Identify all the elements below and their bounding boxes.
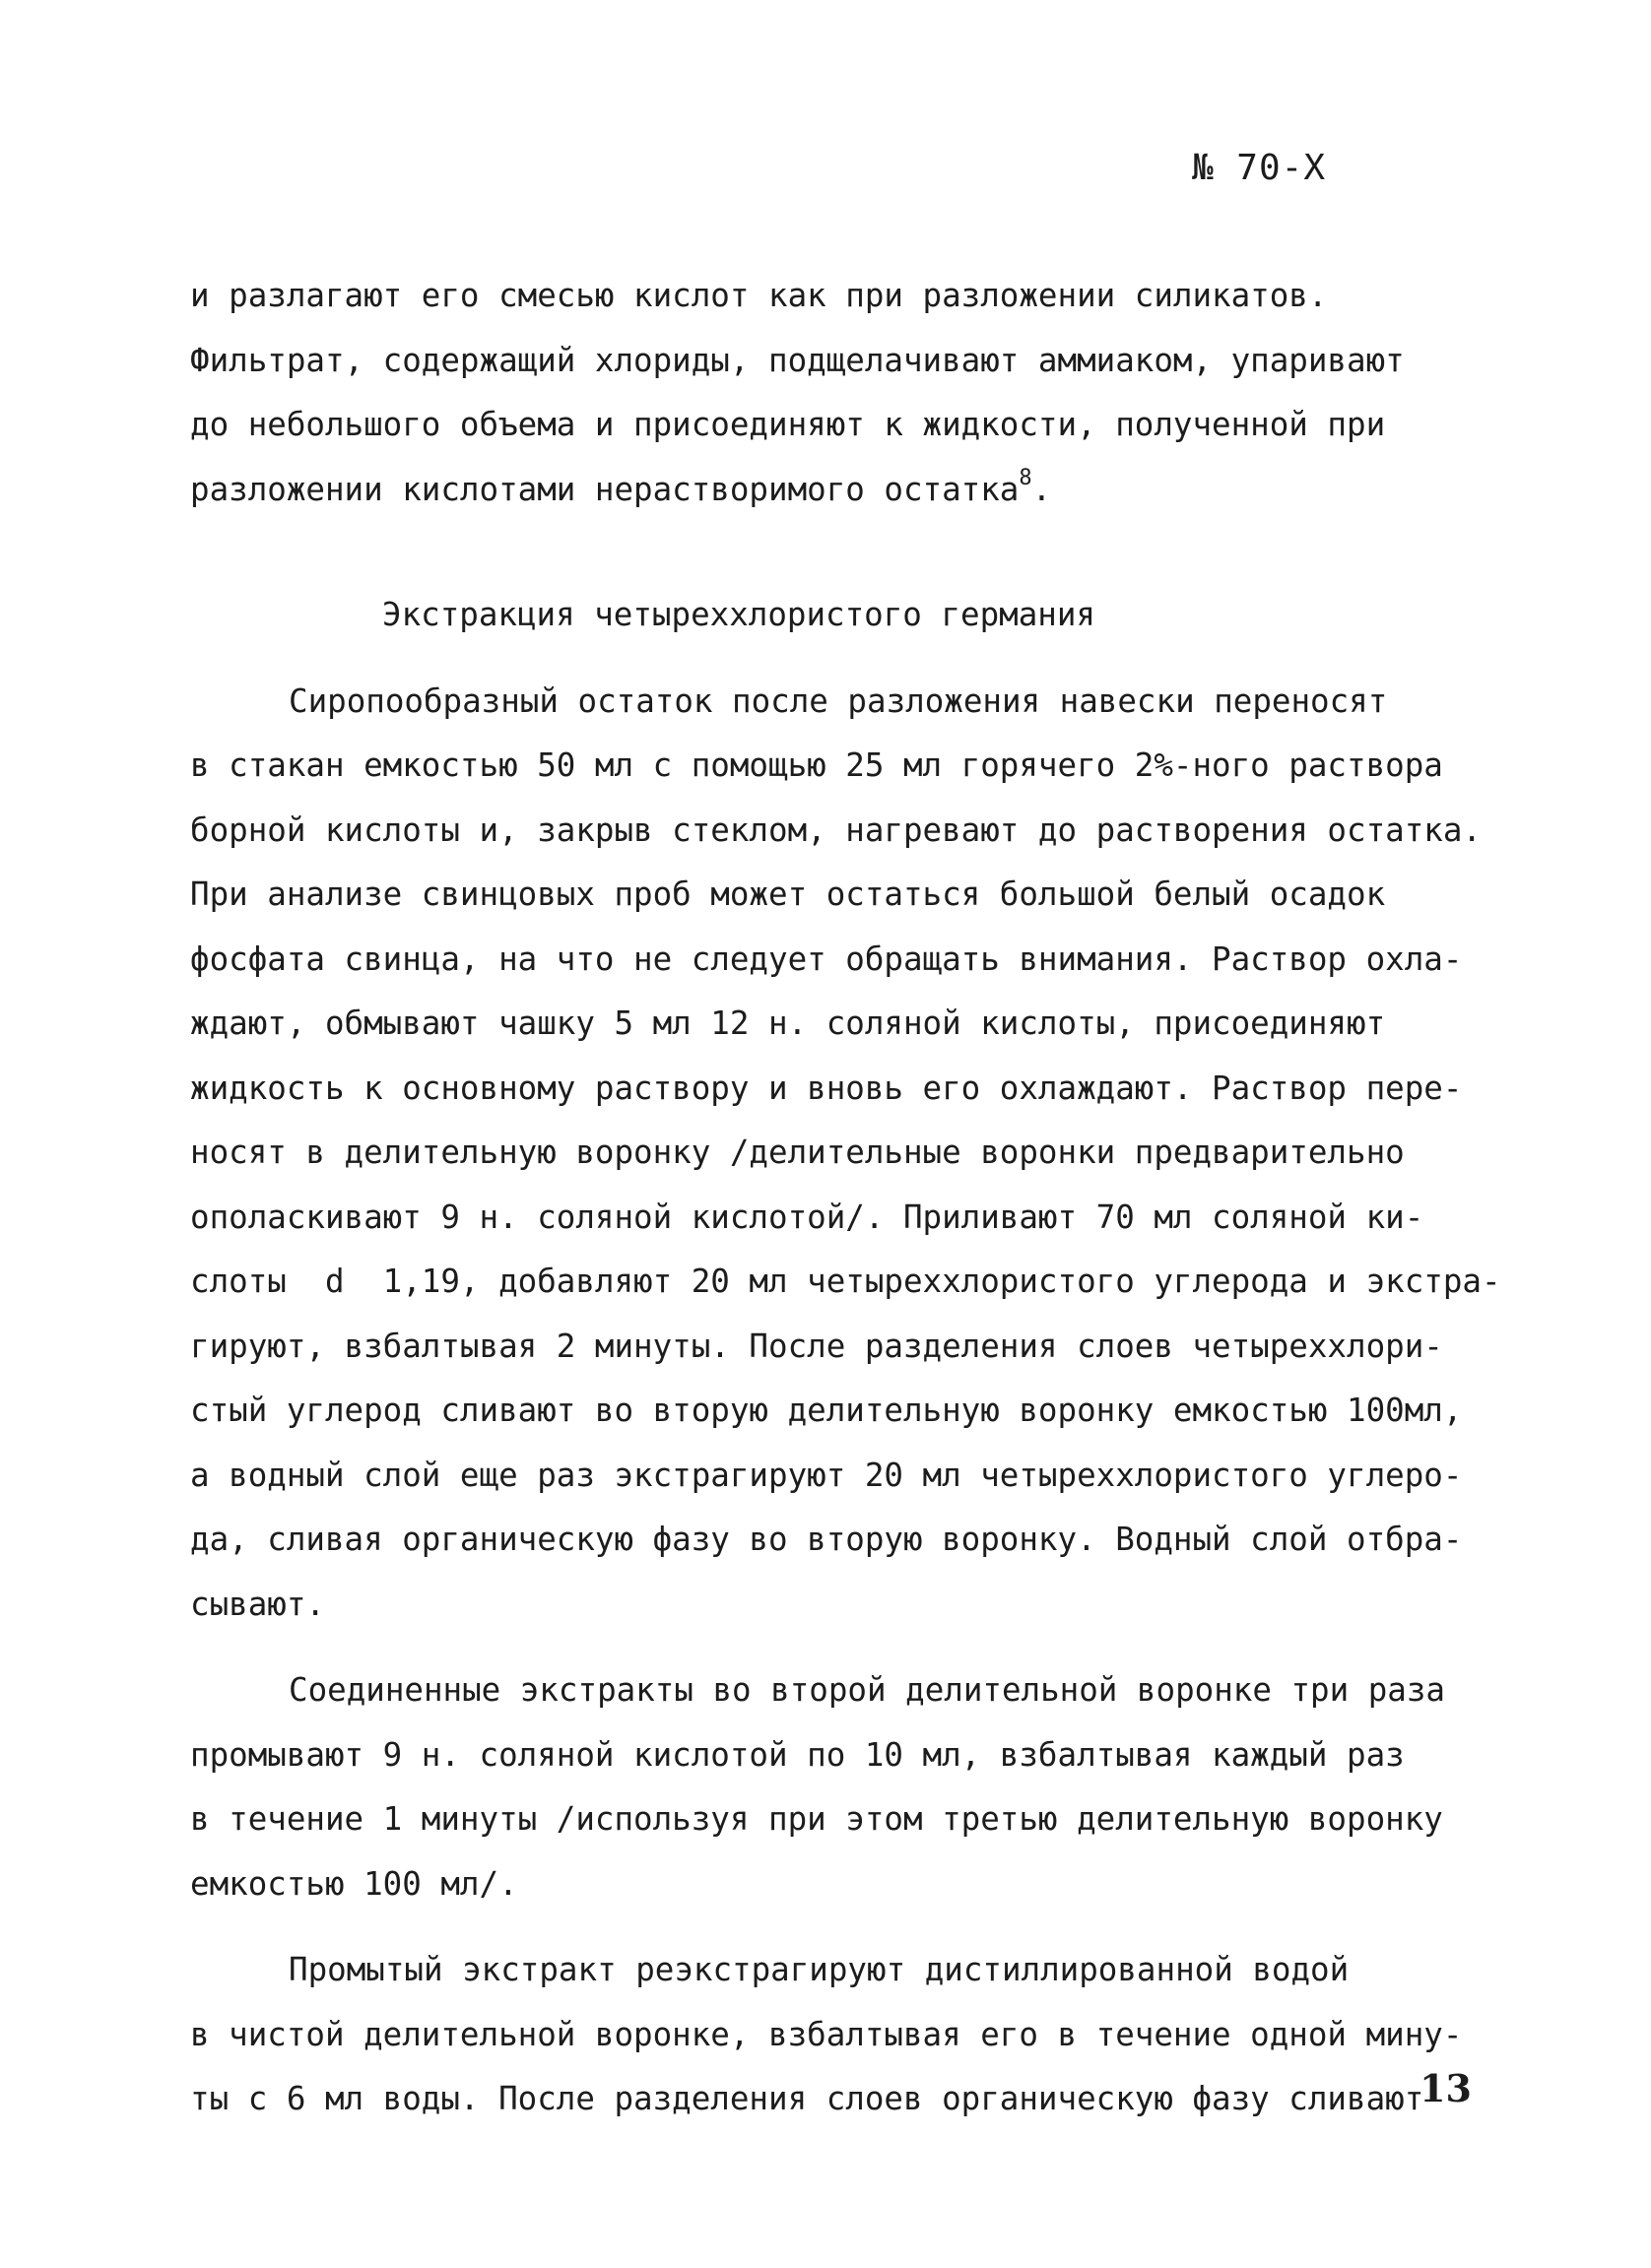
text-line: да, сливая органическую фазу во вторую воронку. Водный слой отбра- bbox=[190, 1521, 1463, 1558]
text-line: Промытый экстракт реэкстрагируют дистиллированной водой bbox=[289, 1951, 1350, 1988]
text-line: Соединенные экстракты во второй делительной воронке три раза bbox=[289, 1671, 1445, 1709]
paragraph-extraction bbox=[190, 670, 1500, 1638]
text-line: При анализе свинцовых проб может остаться большой белый осадок bbox=[190, 875, 1386, 913]
text-line: а водный слой еще раз экстрагируют 20 мл четыреххлористого углеро- bbox=[190, 1456, 1463, 1494]
paragraph-reextraction bbox=[190, 1938, 1500, 2132]
page-number: 13 bbox=[1420, 2066, 1472, 2110]
text-line: ты с 6 мл воды. После разделения слоев органическую фазу сливают bbox=[190, 2080, 1424, 2117]
text-line: и разлагают его смесью кислот как при разложении силикатов. bbox=[190, 277, 1328, 314]
text-line: емкостью 100 мл/. bbox=[190, 1864, 518, 1903]
text-line: гируют, взбалтывая 2 минуты. После разделения слоев четыреххлори- bbox=[190, 1327, 1443, 1365]
text-line: ждают, обмывают чашку 5 мл 12 н. соляной кислоты, присоединяют bbox=[190, 1004, 1386, 1042]
footnote-reference: 8 bbox=[1019, 465, 1032, 490]
text-line: Сиропообразный остаток после разложения навески переносят bbox=[289, 681, 1388, 720]
text-line: слоты d 1,19, добавляют 20 мл четыреххлористого углерода и экстра- bbox=[190, 1263, 1501, 1300]
text-line: промывают 9 н. соляной кислотой по 10 мл, взбалтывая каждый раз bbox=[190, 1735, 1405, 1774]
text-line: в течение 1 минуты /используя при этом третью делительную воронку bbox=[190, 1800, 1443, 1838]
text-line: борной кислоты и, закрыв стеклом, нагревают до растворения остатка. bbox=[190, 810, 1482, 849]
text-line: сывают. bbox=[190, 1585, 325, 1623]
text-line: Фильтрат, содержащий хлориды, подщелачивают аммиаком, упаривают bbox=[190, 341, 1405, 379]
document-number: № 70-Х bbox=[1191, 148, 1326, 188]
text-line: в стакан емкостью 50 мл с помощью 25 мл горячего 2%-ного раствора bbox=[190, 746, 1443, 784]
text-line: стый углерод сливают во вторую делительную воронку емкостью 100мл, bbox=[190, 1392, 1463, 1429]
text-line: до небольшого объема и присоединяют к жидкости, полученной при bbox=[190, 406, 1386, 443]
text-line: жидкость к основному раствору и вновь его охлаждают. Раствор пере- bbox=[190, 1069, 1463, 1107]
text-line: фосфата свинца, на что не следует обращать внимания. Раствор охла- bbox=[190, 940, 1463, 978]
paragraph-intro bbox=[190, 264, 1500, 522]
text-line: носят в делительную воронку /делительные воронки предварительно bbox=[190, 1134, 1405, 1171]
paragraph-washing bbox=[190, 1658, 1500, 1916]
text-line-content: разложении кислотами нерастворимого остатка bbox=[190, 470, 1020, 508]
line-end-punctuation: . bbox=[1031, 470, 1052, 508]
text-line bbox=[190, 458, 1500, 523]
body-text bbox=[190, 264, 1500, 2132]
text-line: в чистой делительной воронке, взбалтывая его в течение одной мину- bbox=[190, 2015, 1463, 2053]
text-line: ополаскивают 9 н. соляной кислотой/. Приливают 70 мл соляной ки- bbox=[190, 1198, 1424, 1236]
section-title: Экстракция четыреххлористого германия bbox=[382, 596, 1095, 633]
